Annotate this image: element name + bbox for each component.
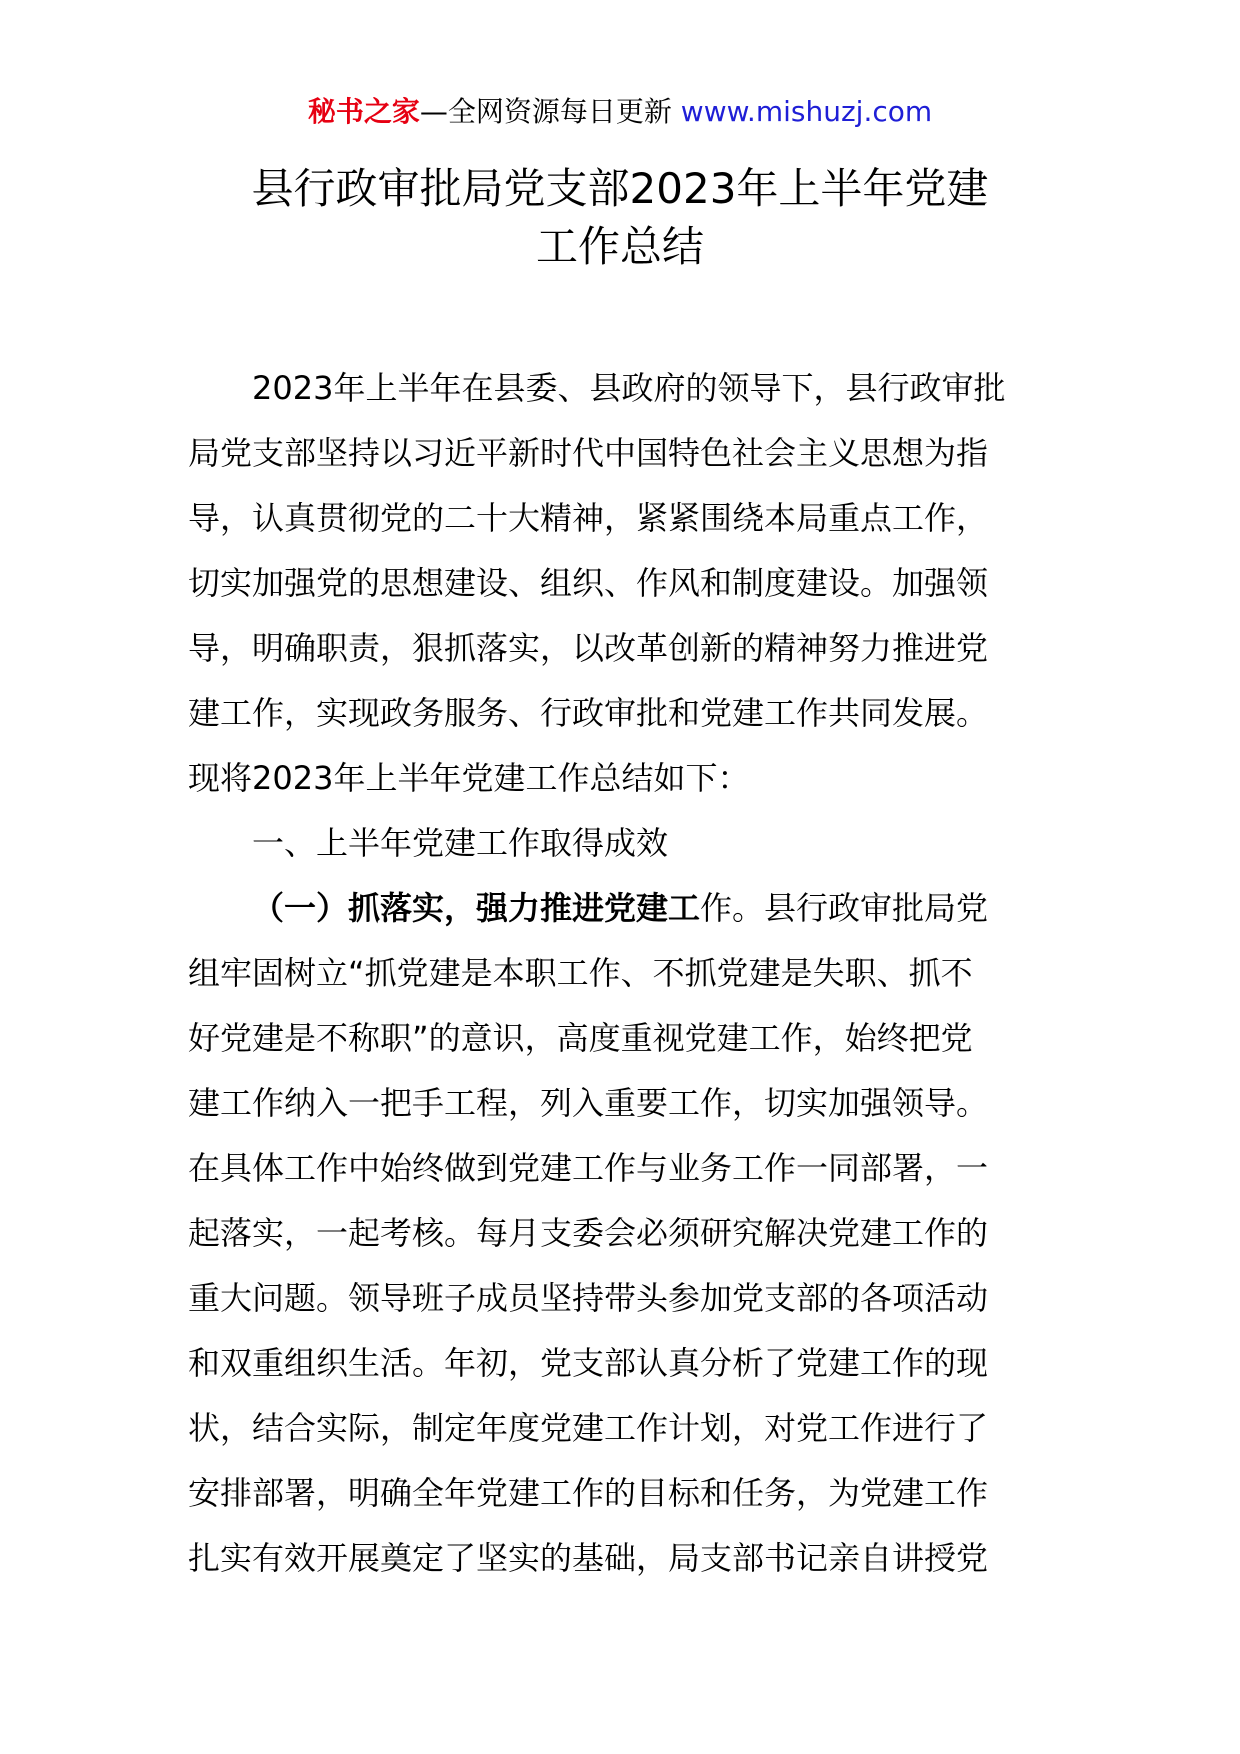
- paragraph-1-line-2: 局党支部坚持以习近平新时代中国特色社会主义思想为指: [188, 434, 989, 472]
- paragraph-1-line-5: 导，明确职责，狠抓落实，以改革创新的精神努力推进党: [188, 629, 989, 667]
- paragraph-2-line-2: 好党建是不称职”的意识，高度重视党建工作，始终把党: [188, 1019, 973, 1057]
- paragraph-2-line-3: 建工作纳入一把手工程，列入重要工作，切实加强领导。: [188, 1084, 989, 1122]
- paragraph-1-line-6: 建工作，实现政务服务、行政审批和党建工作共同发展。: [188, 694, 989, 732]
- paragraph-1-line-4: 切实加强党的思想建设、组织、作风和制度建设。加强领: [188, 564, 989, 602]
- subsection-1-heading-line: [188, 876, 1056, 941]
- paragraph-2-line-9: 安排部署，明确全年党建工作的目标和任务，为党建工作: [188, 1474, 989, 1512]
- paragraph-2-line-10: 扎实有效开展奠定了坚实的基础，局支部书记亲自讲授党: [188, 1539, 989, 1577]
- paragraph-1-line-3: 导，认真贯彻党的二十大精神，紧紧围绕本局重点工作，: [188, 499, 989, 537]
- paragraph-2-line-7: 和双重组织生活。年初，党支部认真分析了党建工作的现: [188, 1344, 989, 1382]
- brand-name: 秘书之家: [307, 95, 420, 128]
- title-line-2: 工作总结: [535, 222, 704, 271]
- paragraph-2-line-6: 重大问题。领导班子成员坚持带头参加党支部的各项活动: [188, 1279, 989, 1317]
- paragraph-2-line-4: 在具体工作中始终做到党建工作与业务工作一同部署，一: [188, 1149, 989, 1187]
- title-line-1: 县行政审批局党支部2023年上半年党建: [251, 164, 989, 213]
- paragraph-2-line-1: 组牢固树立“抓党建是本职工作、不抓党建是失职、抓不: [188, 954, 973, 992]
- document-title: [100, 160, 1140, 276]
- paragraph-2-line-8: 状，结合实际，制定年度党建工作计划，对党工作进行了: [188, 1409, 989, 1447]
- paragraph-1-line-1: 2023年上半年在县委、县政府的领导下，县行政审批: [252, 369, 1006, 407]
- banner-tagline: —全网资源每日更新: [419, 95, 672, 128]
- site-banner: [0, 92, 1240, 132]
- site-url-link[interactable]: www.mishuzj.com: [680, 95, 933, 128]
- subsection-1-heading-continuation: 作。县行政审批局党: [700, 889, 989, 927]
- subsection-1-heading: （一）抓落实，强力推进党建工: [252, 889, 701, 927]
- document-body: [188, 356, 1056, 1591]
- paragraph-2-line-5: 起落实，一起考核。每月支委会必须研究解决党建工作的: [188, 1214, 989, 1252]
- section-1-heading: 一、上半年党建工作取得成效: [252, 824, 669, 862]
- paragraph-1-line-7: 现将2023年上半年党建工作总结如下：: [188, 759, 750, 797]
